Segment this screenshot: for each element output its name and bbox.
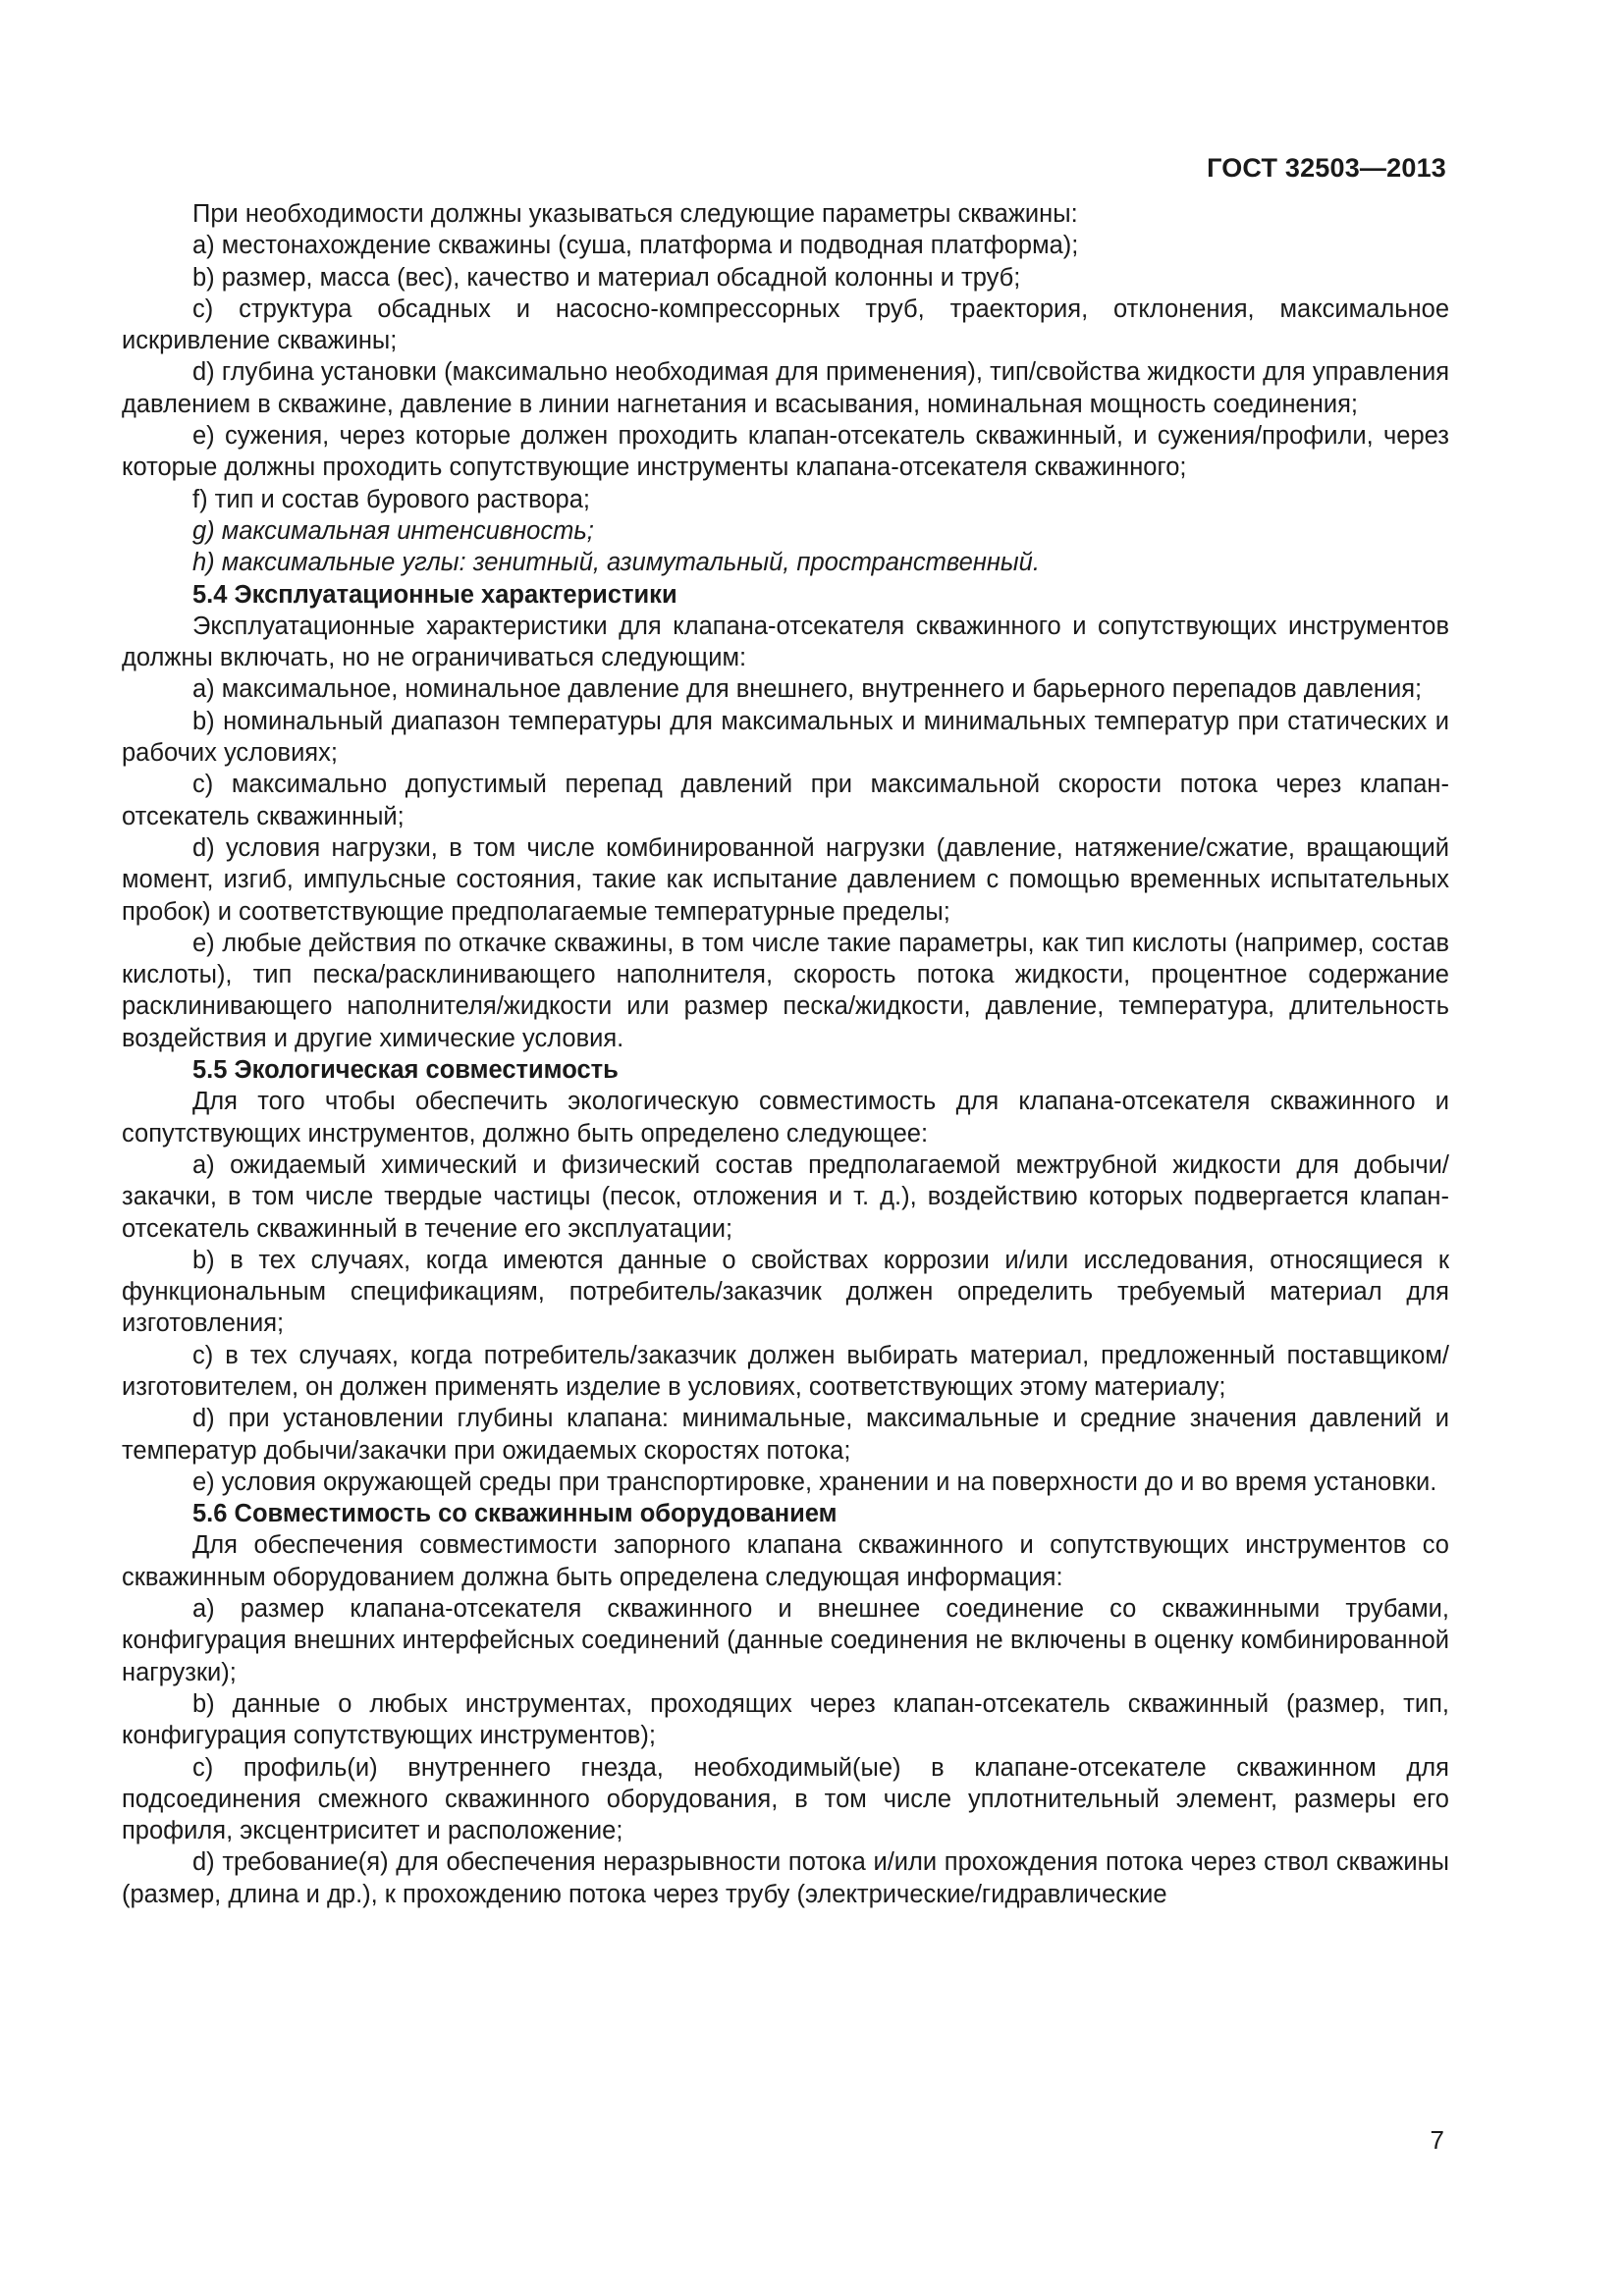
- paragraph: а) размер клапана-отсекателя скважинного и внешнее соединение со скважинными трубами, конфигурация внешних интерфейсных соединений (данные соединения не включены в оценку комбинированной нагрузки);: [122, 1595, 1449, 1686]
- paragraph: а) местонахождение скважины (суша, платформа и подводная платформа);: [192, 232, 1079, 260]
- paragraph: Эксплуатационные характеристики для клапана-отсекателя скважинного и сопутствующих инструментов должны включать, но не ограничиваться следующим:: [122, 612, 1449, 672]
- section-heading: 5.5 Экологическая совместимость: [192, 1056, 619, 1085]
- paragraph: е) условия окружающей среды при транспортировке, хранении и на поверхности до и во время установки.: [192, 1468, 1437, 1496]
- section-heading: 5.6 Совместимость со скважинным оборудованием: [192, 1500, 838, 1528]
- paragraph: Для того чтобы обеспечить экологическую совместимость для клапана-отсекателя скважинного и сопутствующих инструментов, должно быть определено следующее:: [122, 1088, 1449, 1148]
- paragraph: а) максимальное, номинальное давление для внешнего, внутреннего и барьерного перепадов давления;: [192, 675, 1423, 704]
- section-heading: 5.4 Эксплуатационные характеристики: [192, 580, 677, 609]
- document-code-header: ГОСТ 32503—2013: [1207, 153, 1446, 183]
- paragraph: g) максимальная интенсивность;: [192, 516, 594, 545]
- paragraph: d) глубина установки (максимально необходимая для применения), тип/свойства жидкости для управления давлением в скважине, давление в линии нагнетания и всасывания, номинальная мощность соединения;: [122, 358, 1449, 418]
- paragraph: b) размер, масса (вес), качество и материал обсадной колонны и труб;: [192, 263, 1021, 292]
- paragraph: с) структура обсадных и насосно-компрессорных труб, траектория, отклонения, максимальное искривление скважины;: [122, 294, 1449, 355]
- paragraph: е) сужения, через которые должен проходить клапан-отсекатель скважинный, и сужения/профили, через которые должны проходить сопутствующие инструменты клапана-отсекателя скважинного;: [122, 422, 1449, 482]
- paragraph: с) профиль(и) внутреннего гнезда, необходимый(ые) в клапане-отсекателе скважинном для подсоединения смежного скважинного оборудования, в том числе уплотнительный элемент, размеры его профиля, эксцентриситет и расположение;: [122, 1753, 1449, 1845]
- paragraph: h) максимальные углы: зенитный, азимутальный, пространственный.: [192, 549, 1040, 577]
- page-number: 7: [1430, 2125, 1444, 2155]
- paragraph: d) условия нагрузки, в том числе комбинированной нагрузки (давление, натяжение/сжатие, вращающий момент, изгиб, импульсные состояния, такие как испытание давлением с помощью временных испытательных пробок) и соответствующие предполагаемые температурные пределы;: [122, 833, 1449, 926]
- paragraph: d) при установлении глубины клапана: минимальные, максимальные и средние значения давлений и температур добычи/закачки при ожидаемых скоростях потока;: [122, 1405, 1449, 1465]
- paragraph: а) ожидаемый химический и физический состав предполагаемой межтрубной жидкости для добычи/закачки, в том числе твердые частицы (песок, отложения и т. д.), воздействию которых подвергается клапан-отсекатель скважинный в течение его эксплуатации;: [122, 1150, 1449, 1243]
- paragraph: b) номинальный диапазон температуры для максимальных и минимальных температур при статических и рабочих условиях;: [122, 707, 1449, 768]
- paragraph: с) максимально допустимый перепад давлений при максимальной скорости потока через клапан-отсекатель скважинный;: [122, 771, 1449, 830]
- paragraph: е) любые действия по откачке скважины, в том числе такие параметры, как тип кислоты (например, состав кислоты), тип песка/расклинивающего наполнителя, скорость потока жидкости, процентное содержание расклинивающего наполнителя/жидкости или размер песка/жидкости, давление, температура, длительность воздействия и другие химические условия.: [122, 929, 1449, 1052]
- paragraph: с) в тех случаях, когда потребитель/заказчик должен выбирать материал, предложенный поставщиком/изготовителем, он должен применять изделие в условиях, соответствующих этому материалу;: [122, 1341, 1449, 1401]
- paragraph: d) требование(я) для обеспечения неразрывности потока и/или прохождения потока через ствол скважины (размер, длина и др.), к прохождению потока через трубу (электрические/гидравлические: [122, 1848, 1449, 1908]
- paragraph: b) данные о любых инструментах, проходящих через клапан-отсекатель скважинный (размер, тип, конфигурация сопутствующих инструментов);: [122, 1689, 1449, 1750]
- document-body: [122, 198, 1449, 1910]
- paragraph: При необходимости должны указываться следующие параметры скважины:: [192, 200, 1078, 228]
- paragraph: b) в тех случаях, когда имеются данные о свойствах коррозии и/или исследования, относящиеся к функциональным спецификациям, потребитель/заказчик должен определить требуемый материал для изготовления;: [122, 1246, 1449, 1338]
- paragraph: f) тип и состав бурового раствора;: [192, 485, 590, 513]
- paragraph: Для обеспечения совместимости запорного клапана скважинного и сопутствующих инструментов со скважинным оборудованием должна быть определена следующая информация:: [122, 1531, 1449, 1591]
